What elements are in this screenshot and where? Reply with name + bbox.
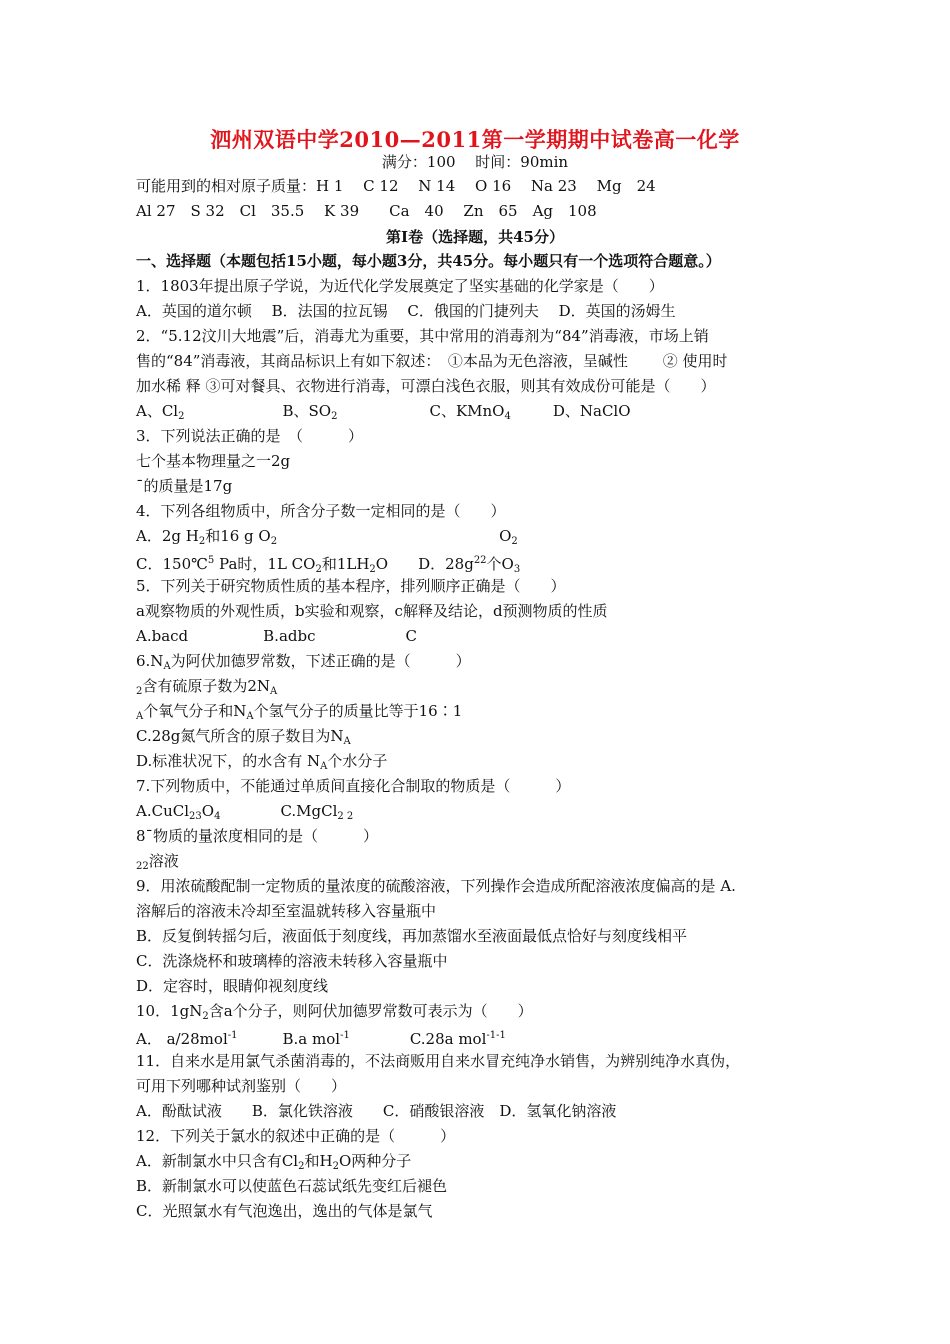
- atomic-masses-line-2: Al 27 S 32 Cl 35.5 K 39 Ca 40 Zn 65 Ag 108: [136, 202, 597, 220]
- question-6: $6.N_A$为阿伏加德罗常数，下述正确的是（ ）: [136, 652, 471, 672]
- question-6-line-4: D.标准状况下，的水含有 $N_A$个水分子: [136, 752, 388, 772]
- question-5: 5．下列关于研究物质性质的基本程序，排列顺序正确是（ ）: [136, 577, 566, 595]
- question-6-line-2: $_A$个氧气分子和$N_A$个氢气分子的质量比等于16∶1: [136, 702, 463, 722]
- question-12-option-b: B．新制氯水可以使蓝色石蕊试纸先变红后褪色: [136, 1177, 448, 1195]
- question-6-line-3: C.28g氮气所含的原子数目为$N_A$: [136, 727, 351, 747]
- question-2-options: A、$Cl_2$ B、$SO_2$ C、KMnO$_4$ D、NaClO: [136, 402, 631, 422]
- question-3-line-1: 七个基本物理量之一2g: [136, 452, 291, 470]
- question-11-options: A．酚酞试液 B．氯化铁溶液 C．硝酸银溶液 D．氢氧化钠溶液: [136, 1102, 617, 1120]
- option-b: B、SO: [282, 402, 332, 420]
- question-9-line-1: 9．用浓硫酸配制一定物质的量浓度的硫酸溶液，下列操作会造成所配溶液浓度偏高的是 A.: [136, 877, 736, 895]
- question-10: 10．$1gN_2$含a个分子，则阿伏加德罗常数可表示为（ ）: [136, 1002, 533, 1022]
- section-heading: 第Ⅰ卷（选择题，共45分）: [386, 228, 564, 246]
- question-6-line-1: $_2$含有硫原子数为$2N_A$: [136, 677, 278, 697]
- question-8: 8ˉ物质的量浓度相同的是（ ）: [136, 827, 379, 845]
- question-1: 1．1803年提出原子学说，为近代化学发展奠定了坚实基础的化学家是（ ）: [136, 277, 664, 295]
- question-1-options: A．英国的道尔顿 B．法国的拉瓦锡 C．俄国的门捷列夫 D．英国的汤姆生: [136, 302, 676, 320]
- exam-info: 满分：100 时间：90min: [381, 153, 569, 171]
- question-12-option-c: C．光照氯水有气泡逸出，逸出的气体是氯气: [136, 1202, 433, 1220]
- question-11-line-1: 11．自来水是用氯气杀菌消毒的，不法商贩用自来水冒充纯净水销售，为辨别纯净水真伪，: [136, 1052, 741, 1070]
- question-3-line-2: ˉ的质量是17g: [136, 477, 233, 495]
- question-9-option-d: D．定容时，眼睛仰视刻度线: [136, 977, 329, 995]
- exam-title: 泗州双语中学2010—2011第一学期期中试卷高一化学: [210, 127, 740, 152]
- question-5-line-1: a观察物质的外观性质，b实验和观察，c解释及结论，d预测物质的性质: [136, 602, 608, 620]
- question-7-options: $A.CuCl_{23}O_4$ C.MgCl$_{2 2}$: [136, 802, 354, 822]
- question-10-options: A． a/28mol$^{-1}$ B.a mol$^{-1}$ C.28a mol$^{-1-1}$: [136, 1030, 506, 1048]
- question-7: 7.下列物质中，不能通过单质间直接化合制取的物质是（ ）: [136, 777, 571, 795]
- question-3: 3．下列说法正确的是 （ ）: [136, 427, 364, 445]
- atomic-masses-line-1: 可能用到的相对原子质量：H 1 C 12 N 14 O 16 Na 23 Mg 24: [136, 177, 656, 195]
- question-12-option-a: A．新制氯水中只含有$Cl_2$和$H_2O$两种分子: [136, 1152, 412, 1172]
- option-a: A、Cl: [136, 402, 179, 420]
- question-4: 4．下列各组物质中，所含分子数一定相同的是（ ）: [136, 502, 506, 520]
- question-12: 12．下列关于氯水的叙述中正确的是（ ）: [136, 1127, 456, 1145]
- question-2-line-2: 售的“84”消毒液，其商品标识上有如下叙述： ①本品为无色溶液，呈碱性 ② 使用时: [136, 352, 728, 370]
- question-4-line-1: A．2g $H_2$和16 g $O_2$ $O_2$: [136, 527, 518, 547]
- question-4-line-2: C．150℃$^5$ Pa时，1L $CO_2$和$1LH_2O$ D．$28g^{22}$个$O_3$: [136, 555, 521, 575]
- question-2-line-1: 2．“5.12汶川大地震”后，消毒尤为重要，其中常用的消毒剂为“84”消毒液，市场上销: [136, 327, 709, 345]
- part-heading: 一、选择题（本题包括15小题，每小题3分，共45分。每小题只有一个选项符合题意。）: [136, 252, 721, 270]
- option-d: D、NaClO: [552, 402, 631, 420]
- question-9-line-2: 溶解后的溶液未冷却至室温就转移入容量瓶中: [136, 902, 437, 920]
- question-9-option-c: C．洗涤烧杯和玻璃棒的溶液未转移入容量瓶中: [136, 952, 448, 970]
- question-5-options: A.bacd B.adbc C: [136, 627, 417, 645]
- question-8-line-1: $_{22}$溶液: [136, 852, 179, 872]
- option-c: C、KMnO: [429, 402, 505, 420]
- question-11-line-2: 可用下列哪种试剂鉴别（ ）: [136, 1077, 347, 1095]
- question-9-option-b: B．反复倒转摇匀后，液面低于刻度线，再加蒸馏水至液面最低点恰好与刻度线相平: [136, 927, 688, 945]
- question-2-line-3: 加水稀 释 ③可对餐具、衣物进行消毒，可漂白浅色衣服，则其有效成份可能是（ ）: [136, 377, 716, 395]
